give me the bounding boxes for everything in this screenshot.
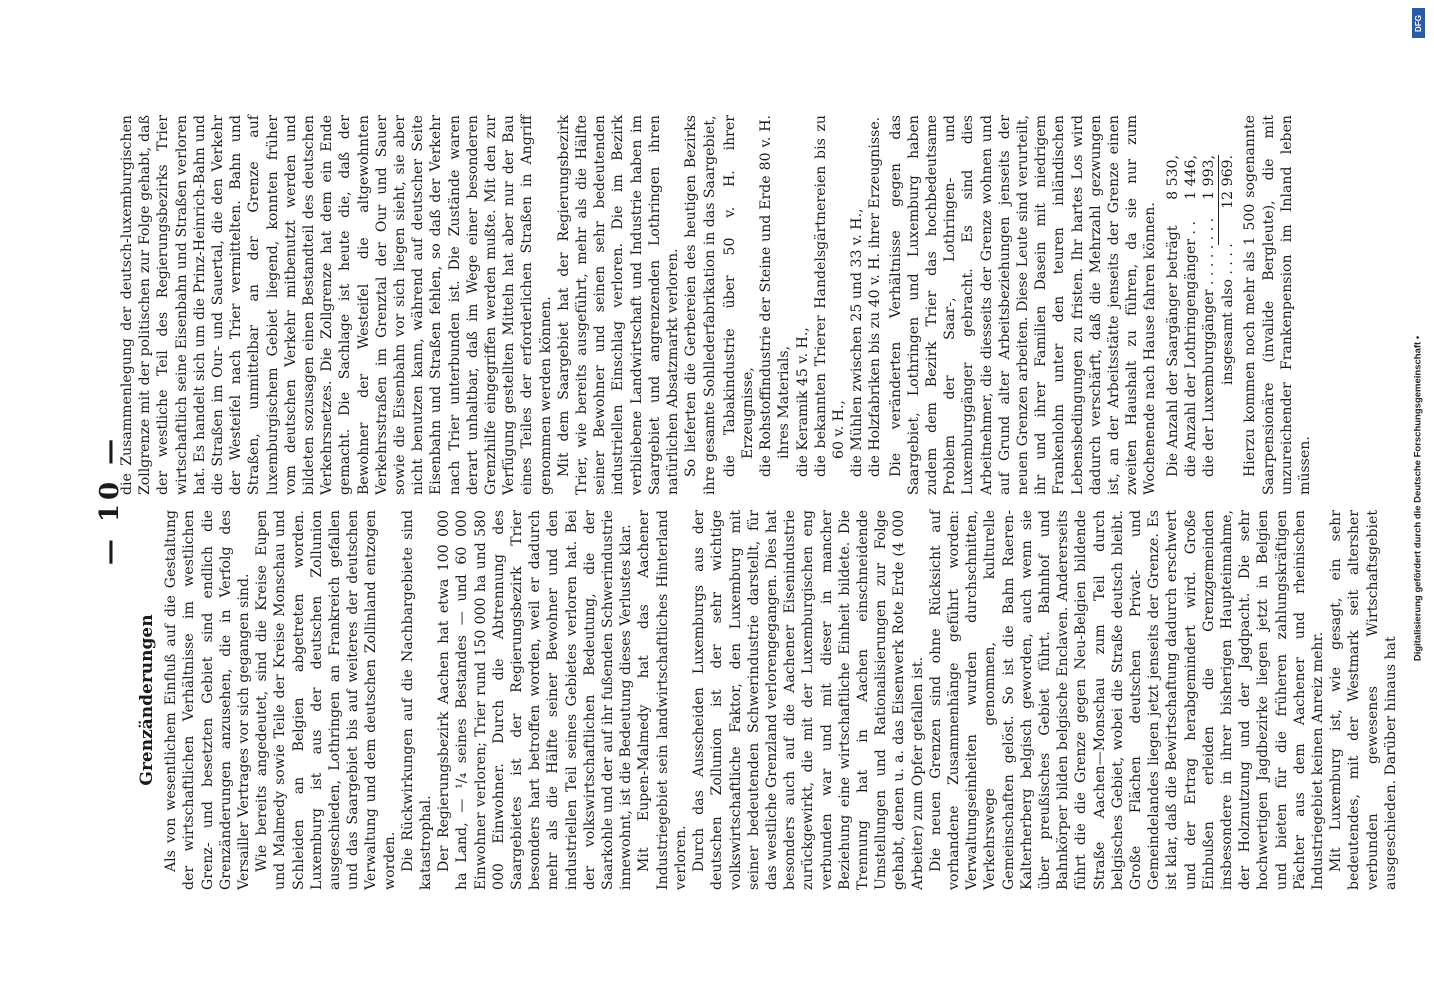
list-item: die Mühlen zwischen 25 und 33 v. H.,: [849, 208, 866, 477]
page-number: — 10 —: [95, 434, 125, 566]
list-item: die Tabakindustrie über 50 v. H. ihrer Erzeugnisse,: [721, 115, 756, 477]
export-share-list: [721, 115, 885, 495]
stats-label: Die Anzahl der Saargänger beträgt: [1164, 225, 1181, 477]
paragraph: Mit dem Saargebiet hat der Regierungsbezirk Trier, wie bereits ausgeführt, mehr als die Hälfte seiner Bewohner und seinen sehr bedeutenden industriellen Einschlag verloren. Die im Bezirk verbliebene Landwirtschaft und Industrie haben im Saargebiet und angrenzenden Lothringen ihren natürlichen Absatzmarkt verloren.: [555, 115, 682, 495]
stats-value: 1 446,: [1182, 155, 1199, 200]
section-heading: Grenzänderungen: [137, 614, 157, 786]
paragraph: Als von wesentlichem Einfluß auf die Gestaltung der wirtschaftlichen Verhältnisse im westlichen Grenz- und besetzten Gebiet sind endlich die Grenzänderungen anzusehen, die in Verfolg des Versailler Vertrages vor sich gegangen sind.: [163, 510, 253, 890]
right-text-column: [118, 115, 1314, 495]
paragraph: Durch das Ausscheiden Luxemburgs aus der deutschen Zollunion ist der sehr wichtige volkswirtschaftliche Faktor, den Luxemburg mit seiner bedeutenden Schwerindustrie darstellt, für das westliche Grenzland verlorengegangen. Dies hat besonders auch auf die Aachener Eisenindustrie zurückgewirkt, die mit der Luxemburgischen eng verbunden war und mit dieser in mancher Beziehung eine wirtschaftliche Einheit bildete. Die Trennung hat in Aachen einschneidende Umstellungen und Rationalisierungen zur Folge gehabt, denen u. a. das Eisenwerk Rote Erde (4 000 Arbeiter) zum Opfer gefallen ist.: [691, 510, 926, 890]
stats-row: [1200, 115, 1218, 495]
list-item: die Keramik 45 v. H.,: [794, 327, 811, 477]
paragraph: Die Rückwirkungen auf die Nachbargebiete sind katastrophal.: [399, 510, 435, 890]
paragraph: Die veränderten Verhältnisse gegen das Saargebiet, Lothringen und Luxemburg haben zudem dem Bezirk Trier das hochbedeutsame Problem der Saar-, Lothringen- und Luxemburggänger gebracht. Es sind dies Arbeitnehmer, die diesseits der Grenze wohnen und auf Grund alter Arbeitsbeziehungen jenseits der neuen Grenzen arbeiten. Diese Leute sind verurteilt, ihr und ihrer Familien Dasein mit niedrigem Frankenlohn unter den teuren inländischen Lebensbedingungen zu fristen. Ihr hartes Los wird dadurch verschärft, daß die Mehrzahl gezwungen ist, an der Arbeitsstätte jenseits der Grenze einen zweiten Haushalt zu führen, da sie nur zum Wochenende nach Hause fahren können.: [887, 115, 1159, 495]
stats-row: [1164, 115, 1182, 495]
left-text-column: [118, 510, 1400, 890]
stats-label: die Anzahl der Lothringengänger . .: [1182, 221, 1199, 477]
digitization-attribution: Digitalisierung gefördert durch die Deutsche Forschungsgemeinschaft •: [1412, 335, 1424, 662]
paragraph: Mit Luxemburg ist, wie gesagt, ein sehr bedeutendes, mit der Westmark seit altersher verbunden gewesenes Wirtschaftsgebiet ausgeschieden. Darüber hinaus hat: [1328, 510, 1399, 890]
paragraph: Hierzu kommen noch mehr als 1 500 sogenannte Saarpensionäre (invalide Bergleute), die mit unzureichender Frankenpension im Inland leben müssen.: [1242, 115, 1313, 495]
dfg-logo: [1412, 8, 1425, 38]
list-item: die Holzfabriken bis zu 40 v. H. ihrer Erzeugnisse.: [867, 116, 884, 477]
paragraph: Wie bereits angedeutet, sind die Kreise Eupen und Malmedy sowie Teile der Kreise Monschau und Schleiden an Belgien abgetreten worden. Luxemburg ist aus der deutschen Zollunion ausgeschieden, Lothringen an Frankreich gefallen und das Saargebiet bis auf weiteres der deutschen Verwaltung und dem deutschen Zollinland entzogen worden.: [254, 510, 398, 890]
stats-value: 8 530,: [1164, 155, 1181, 200]
stats-total-label: insgesamt also . . . .: [1220, 243, 1237, 385]
paragraph: So lieferten die Gerbereien des heutigen Bezirks ihre gesamte Sohllederfabrikation in das Saargebiet,: [683, 115, 718, 495]
paragraph: Mit Eupen-Malmedy hat das Aachener Industriegebiet sein landwirtschaftliches Hinterland verloren.: [636, 510, 689, 890]
paragraph: Der Regierungsbezirk Aachen hat etwa 100 000 ha Land, — ¹/₄ seines Bestandes — und 60 000 Einwohner verloren; Trier rund 150 000 ha und 580 000 Einwohner. Durch die Abtrennung des Saargebietes ist der Regierungsbezirk Trier besonders hart betroffen worden, weil er dadurch mehr als die Hälfte seiner Bewohner und den industriellen Teil seines Gebietes verloren hat. Bei der volkswirtschaftlichen Bedeutung, die der Saarkohle und der auf ihr fußenden Schwerindustrie innewohnt, ist die Bedeutung dieses Verlustes klar.: [436, 510, 635, 890]
list-item: die bekannten Trierer Handelsgärtnereien bis zu 60 v. H.,: [812, 115, 847, 477]
paragraph: die Zusammenlegung der deutsch-luxemburgischen Zollgrenze mit der politischen zur Folge gehabt, daß der westliche Teil des Regierungsbezirks Trier wirtschaftlich seine Eisenbahn und Straßen verloren hat. Es handelt sich um die Prinz-Heinrich-Bahn und die Straßen im Our- und Sauertal, die den Verkehr der Westeifel nach Trier vermittelten. Bahn und Straßen, unmittelbar an der Grenze auf luxemburgischem Gebiet liegend, konnten früher vom deutschen Verkehr mitbenutzt werden und bildeten sozusagen einen Bestandteil des deutschen Verkehrsnetzes. Die Zollgrenze hat dem ein Ende gemacht. Die Sachlage ist heute die, daß der Bewohner der Westeifel die altgewohnten Verkehrsstraßen im Grenztal der Our und Sauer sowie die Eisenbahn vor sich liegen sieht, sie aber nicht benutzen kann, während auf deutscher Seite Eisenbahn und Straßen fehlen, so daß der Verkehr nach Trier unterbunden ist. Die Zustände waren derart unhaltbar, daß im Wege einer besonderen Grenzhilfe eingegriffen werden mußte. Mit den zur Verfügung gestellten Mitteln hat aber nur der Bau eines Teiles der erforderlichen Straßen in Angriff genommen werden können.: [119, 115, 554, 495]
list-item: die Rohstoffindustrie der Steine und Erde 80 v. H. ihres Materials,: [758, 115, 793, 477]
stats-total-value: 12 969.: [1220, 155, 1237, 209]
dfg-logo-text: DFG: [1414, 14, 1424, 32]
stats-total-row: [1219, 115, 1237, 495]
paragraph: Die neuen Grenzen sind ohne Rücksicht auf vorhandene Zusammenhänge geführt worden: Verwaltungseinheiten wurden durchschnitten, Verkehrswege genommen, kulturelle Gemeinschaften gelöst. So ist die Bahn Raeren-Kalterherberg belgisch geworden, auch wenn sie über preußisches Gebiet führt. Bahnhof und Bahnkörper bilden belgische Enclaven. Andererseits führt die die Grenze gegen Neu-Belgien bildende Straße Aachen—Monschau zum Teil durch belgisches Gebiet, wobei die Straße deutsch bleibt. Große Flächen deutschen Privat- und Gemeindelandes liegen jetzt jenseits der Grenze. Es ist klar, daß die Bewirtschaftung dadurch erschwert und der Ertrag herabgemindert wird. Große Einbußen erleiden die Grenzgemeinden insbesondere in ihrer bisherigen Haupteinnahme, der Holznutzung und der Jagdpacht. Die sehr hochwertigen Jagdbezirke liegen jetzt in Belgien und bieten für die früheren zahlungskräftigen Pächter aus dem Aachener und rheinischen Industriegebiet keinen Anreiz mehr.: [927, 510, 1326, 890]
stats-row: [1182, 115, 1200, 495]
commuter-statistics: [1164, 115, 1238, 495]
stats-value: 1 993,: [1200, 155, 1217, 200]
stats-label: die der Luxemburggänger . . . . . . . .: [1200, 217, 1217, 477]
